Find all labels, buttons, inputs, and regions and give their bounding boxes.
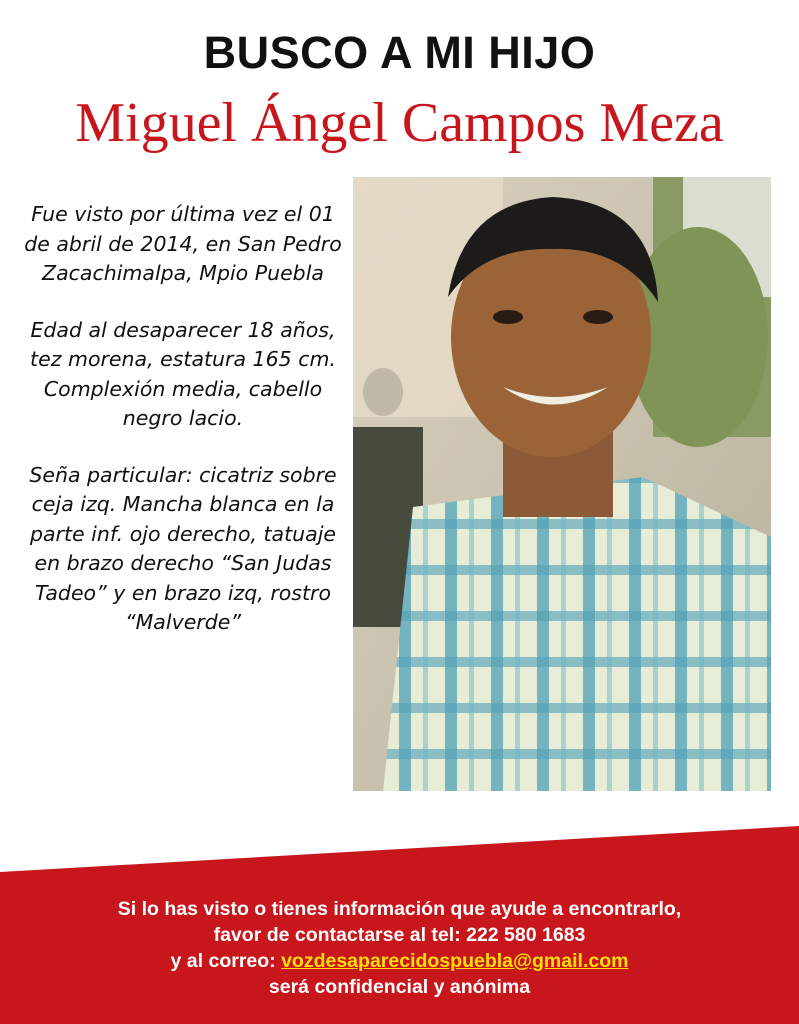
contact-info xyxy=(0,896,799,1000)
email-prefix: y al correo: xyxy=(170,950,282,972)
distinguishing-marks-text: Seña particular: cicatriz sobre ceja izq. Mancha blanca en la parte inf. ojo derecho, tatuaje en brazo derecho “San Judas Tadeo” y en brazo izq, rostro “Malverde” xyxy=(29,462,337,634)
poster-headline: BUSCO A MI HIJO xyxy=(203,27,596,78)
missing-person-name: Miguel Ángel Campos Meza xyxy=(75,92,724,154)
physical-features-text: Edad al desaparecer 18 años, tez morena, estatura 165 cm. Complexión media, cabello negro lacio. xyxy=(30,317,336,430)
email-link[interactable]: vozdesaparecidospuebla@gmail.com xyxy=(281,950,629,972)
contact-line-3 xyxy=(0,948,799,974)
contact-line-1: Si lo has visto o tienes información que ayude a encontrarlo, xyxy=(117,898,682,920)
missing-person-photo xyxy=(353,177,771,791)
contact-line-4: será confidencial y anónima xyxy=(268,976,531,998)
contact-line-2: favor de contactarse al tel: 222 580 1683 xyxy=(213,924,586,946)
description-block xyxy=(18,200,348,665)
last-seen-text: Fue visto por última vez el 01 de abril de 2014, en San Pedro Zacachimalpa, Mpio Puebla xyxy=(24,202,342,285)
